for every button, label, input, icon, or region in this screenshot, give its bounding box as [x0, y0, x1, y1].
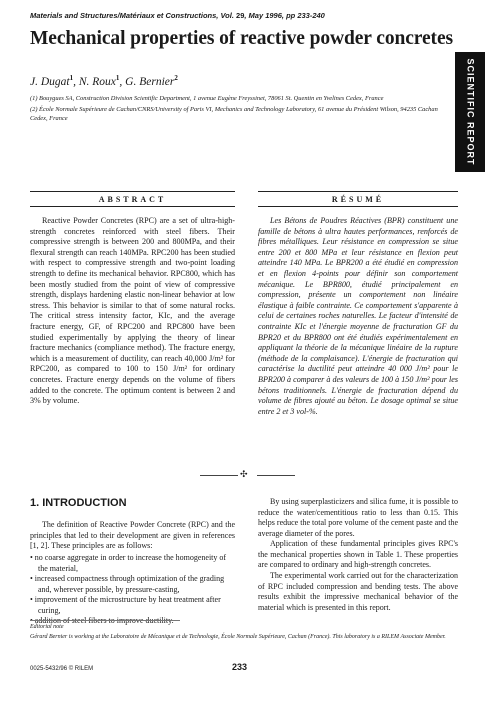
issn-copyright: 0025-5432/96 © RILEM: [30, 666, 94, 672]
abstract-heading: ABSTRACT: [98, 195, 167, 204]
abstract-text: Reactive Powder Concretes (RPC) are a set of ultra-high-strength concretes reinforced with steel fibers. Their compressive strength is between 200 and 800MPa, and their flexural strength can reach 140MPa. RPC200 has been studied with respect to compressive strength and two-point loading strength to define its mechanical behavior. RPC800, which has been mostly studied from the point of view of compressive strength, displays hardening elastic non-linear behavior at low stress. This behavior is similar to that of some natural rocks. The critical stress intensity factor, KIc, and the average fracture energy, GF, of RPC200 and RPC800 have been studied experimentally by applying the theory of linear fracture mechanics (compliance method). The fracture energy, which is a measurement of ductility, can reach 40,000 J/m² for RPC200, as compared to 100 to 150 J/m² for ordinary concretes. Fracture energy depends on the volume of fibers added to the concrete. The optimum content is between 2 and 3% by volume.: [30, 216, 235, 406]
affiliation-2: (2) École Normale Supérieure de Cachan/CNRS/University of Paris VI, Mechanics and Technology Laboratory, 61 avenue du Président Wilson, 94235 Cachan Cedex, France: [30, 106, 438, 122]
intro-paragraph: The definition of Reactive Powder Concrete (RPC) and the principles that led to their development are given in references [1, 2]. These principles are as follows:: [30, 520, 235, 550]
affiliation-1: (1) Bouygues SA, Construction Division Scientific Department, 1 avenue Eugène Freyssinet, 78061 St. Quentin en Yvelines Cedex, France: [30, 95, 384, 102]
section-tab: SCIENTIFIC REPORT: [455, 52, 485, 172]
paper-title: Mechanical properties of reactive powder concretes: [30, 28, 453, 49]
section-ornament: [200, 472, 295, 480]
author-name: J. Dugat: [30, 75, 70, 88]
resume-text: Les Bétons de Poudres Réactives (BPR) constituent une famille de bétons à ultra hautes performances, renforcés de fibres métalliques. Leur résistance en compression se situe entre 200 et 800 MPa et leur résistance en flexion peut atteindre 140 MPa. Le BPR200 a été étudié en compression et en flexion 4-points pour définir son comportement mécanique. Le BPR800, étudié principalement en compression, présente un comportement non linéaire élastique à faible contrainte. Ce comportement s'apparente à celui de certaines roches naturelles. Le facteur d'intensité de contrainte KIc et l'énergie moyenne de fracturation GF du BPR20 et du BPR800 ont été étudiés expérimentalement en appliquant la théorie de la mécanique linéaire de la rupture (méthode de la complaisance). L'énergie de fracturation qui caractérise la ductilité peut atteindre 40 000 J/m² pour le BPR200 à comparer à des valeurs de 100 à 150 J/m² pour les bétons traditionnels. L'énergie de fracturation dépend du volume de fibres ajouté au béton. Le dosage optimal se situe entre 2 et 3 vol-%.: [258, 216, 458, 416]
list-item: • no coarse aggregate in order to increase the homogeneity of the material,: [30, 553, 227, 573]
intro-paragraph: Application of these fundamental principles gives RPC's the mechanical properties shown in Table 1. These properties are compared to ordinary and high-strength concretes.: [258, 539, 458, 569]
editorial-note-heading: Editorial note: [30, 624, 64, 630]
list-item: • improvement of the microstructure by heat treatment after curing,: [30, 595, 221, 615]
author-name: N. Roux: [78, 75, 116, 88]
ornament-icon: ✣: [240, 470, 248, 480]
divider: [30, 191, 235, 192]
journal-header: Materials and Structures/Matériaux et Constructions, Vol. 29, May 1996, pp 233-240: [30, 11, 325, 20]
list-item: • increased compactness through optimization of the grading and, wherever possible, by pressure-casting,: [30, 574, 225, 594]
author-list: J. Dugat$^1$, N. Roux$^1$, G. Bernier$^2$: [30, 74, 178, 88]
editorial-note: Gérard Bernier is working at the Laboratoire de Mécanique et de Technologie, École Normale Supérieure, Cachan (France). This laboratory is a RILEM Associate Member.: [30, 634, 446, 640]
divider: [258, 191, 458, 192]
footnote-divider: [30, 620, 180, 621]
intro-paragraph: By using superplasticizers and silica fume, it is possible to reduce the water/cementitious ratio to less than 0.15. This helps reduce the total pore volume of the cement paste and the average diameter of the pores.: [258, 497, 458, 538]
author-name: G. Bernier: [125, 75, 175, 88]
divider: [30, 206, 235, 207]
section-heading-introduction: 1. INTRODUCTION: [30, 497, 127, 509]
principles-list: [30, 553, 235, 627]
divider: [258, 206, 458, 207]
page-number: 233: [232, 662, 248, 672]
resume-heading: RÉSUMÉ: [331, 195, 385, 204]
intro-paragraph: The experimental work carried out for the characterization of RPC included compression and bending tests. The above results exhibit the impressive mechanical behavior of the material which is presented in this report.: [258, 571, 458, 612]
